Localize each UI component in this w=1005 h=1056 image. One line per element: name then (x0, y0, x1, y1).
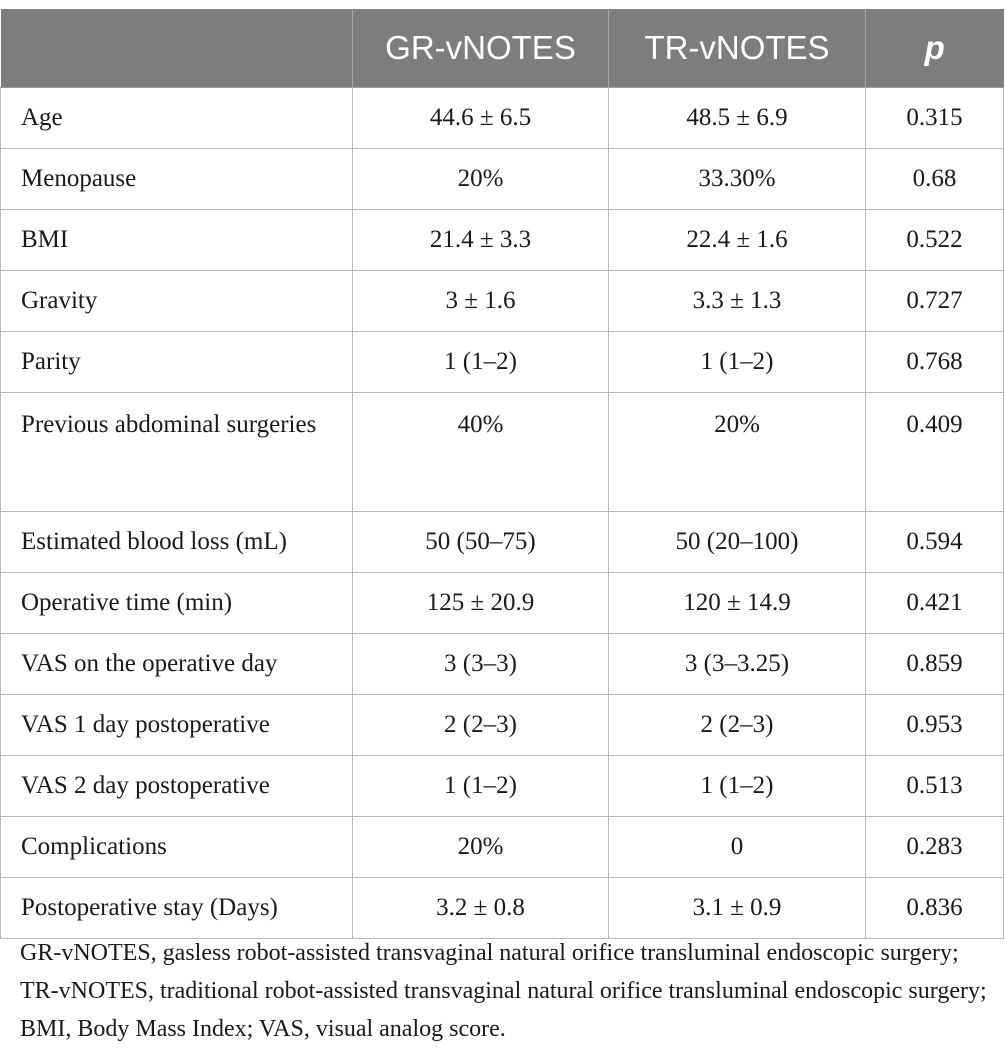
gr-value: 50 (50–75) (353, 512, 609, 573)
tr-value: 20% (609, 393, 866, 512)
row-label: VAS 2 day postoperative (1, 756, 353, 817)
table-row (1, 878, 1004, 939)
p-value: 0.768 (866, 332, 1004, 393)
p-value: 0.953 (866, 695, 1004, 756)
row-label: Operative time (min) (1, 573, 353, 634)
tr-value: 1 (1–2) (609, 332, 866, 393)
header-gr-vnotes: GR-vNOTES (353, 9, 609, 88)
gr-value: 2 (2–3) (353, 695, 609, 756)
p-value: 0.315 (866, 88, 1004, 149)
p-value: 0.68 (866, 149, 1004, 210)
row-label: Postoperative stay (Days) (1, 878, 353, 939)
p-value: 0.727 (866, 271, 1004, 332)
tr-value: 22.4 ± 1.6 (609, 210, 866, 271)
tr-value: 120 ± 14.9 (609, 573, 866, 634)
row-label: Menopause (1, 149, 353, 210)
gr-value: 1 (1–2) (353, 756, 609, 817)
gr-value: 44.6 ± 6.5 (353, 88, 609, 149)
p-value: 0.836 (866, 878, 1004, 939)
tr-value: 1 (1–2) (609, 756, 866, 817)
tr-value: 48.5 ± 6.9 (609, 88, 866, 149)
table-row (1, 573, 1004, 634)
tr-value: 50 (20–100) (609, 512, 866, 573)
table-row (1, 817, 1004, 878)
p-value: 0.513 (866, 756, 1004, 817)
tr-value: 2 (2–3) (609, 695, 866, 756)
row-label: VAS on the operative day (1, 634, 353, 695)
gr-value: 21.4 ± 3.3 (353, 210, 609, 271)
gr-value: 20% (353, 817, 609, 878)
row-label: BMI (1, 210, 353, 271)
header-tr-vnotes: TR-vNOTES (609, 9, 866, 88)
table-row (1, 695, 1004, 756)
gr-value: 3 ± 1.6 (353, 271, 609, 332)
gr-value: 125 ± 20.9 (353, 573, 609, 634)
p-value: 0.409 (866, 393, 1004, 512)
row-label: Parity (1, 332, 353, 393)
row-label: Previous abdominal surgeries (1, 393, 353, 512)
table-row (1, 271, 1004, 332)
row-label: Estimated blood loss (mL) (1, 512, 353, 573)
p-value: 0.859 (866, 634, 1004, 695)
header-row (1, 9, 1004, 88)
row-label: VAS 1 day postoperative (1, 695, 353, 756)
row-label: Age (1, 88, 353, 149)
tr-value: 0 (609, 817, 866, 878)
gr-value: 3.2 ± 0.8 (353, 878, 609, 939)
table-row (1, 210, 1004, 271)
gr-value: 1 (1–2) (353, 332, 609, 393)
table-row (1, 756, 1004, 817)
gr-value: 3 (3–3) (353, 634, 609, 695)
results-table (0, 9, 1004, 939)
p-value: 0.283 (866, 817, 1004, 878)
table-row (1, 88, 1004, 149)
tr-value: 3.1 ± 0.9 (609, 878, 866, 939)
gr-value: 20% (353, 149, 609, 210)
table-row (1, 634, 1004, 695)
p-value: 0.421 (866, 573, 1004, 634)
table-row (1, 149, 1004, 210)
tr-value: 3 (3–3.25) (609, 634, 866, 695)
p-value: 0.522 (866, 210, 1004, 271)
p-value: 0.594 (866, 512, 1004, 573)
row-label: Complications (1, 817, 353, 878)
table-row (1, 393, 1004, 512)
tr-value: 33.30% (609, 149, 866, 210)
row-label: Gravity (1, 271, 353, 332)
header-p-value: p (866, 9, 1004, 88)
tr-value: 3.3 ± 1.3 (609, 271, 866, 332)
gr-value: 40% (353, 393, 609, 512)
table-footnote: GR-vNOTES, gasless robot-assisted transvaginal natural orifice transluminal endoscopic surgery; TR-vNOTES, traditional robot-assisted transvaginal natural orifice transluminal endoscopic surgery; BMI, Body Mass Index; VAS, visual analog score. (20, 940, 987, 1042)
table-row (1, 332, 1004, 393)
table-row (1, 512, 1004, 573)
header-blank (1, 9, 353, 88)
